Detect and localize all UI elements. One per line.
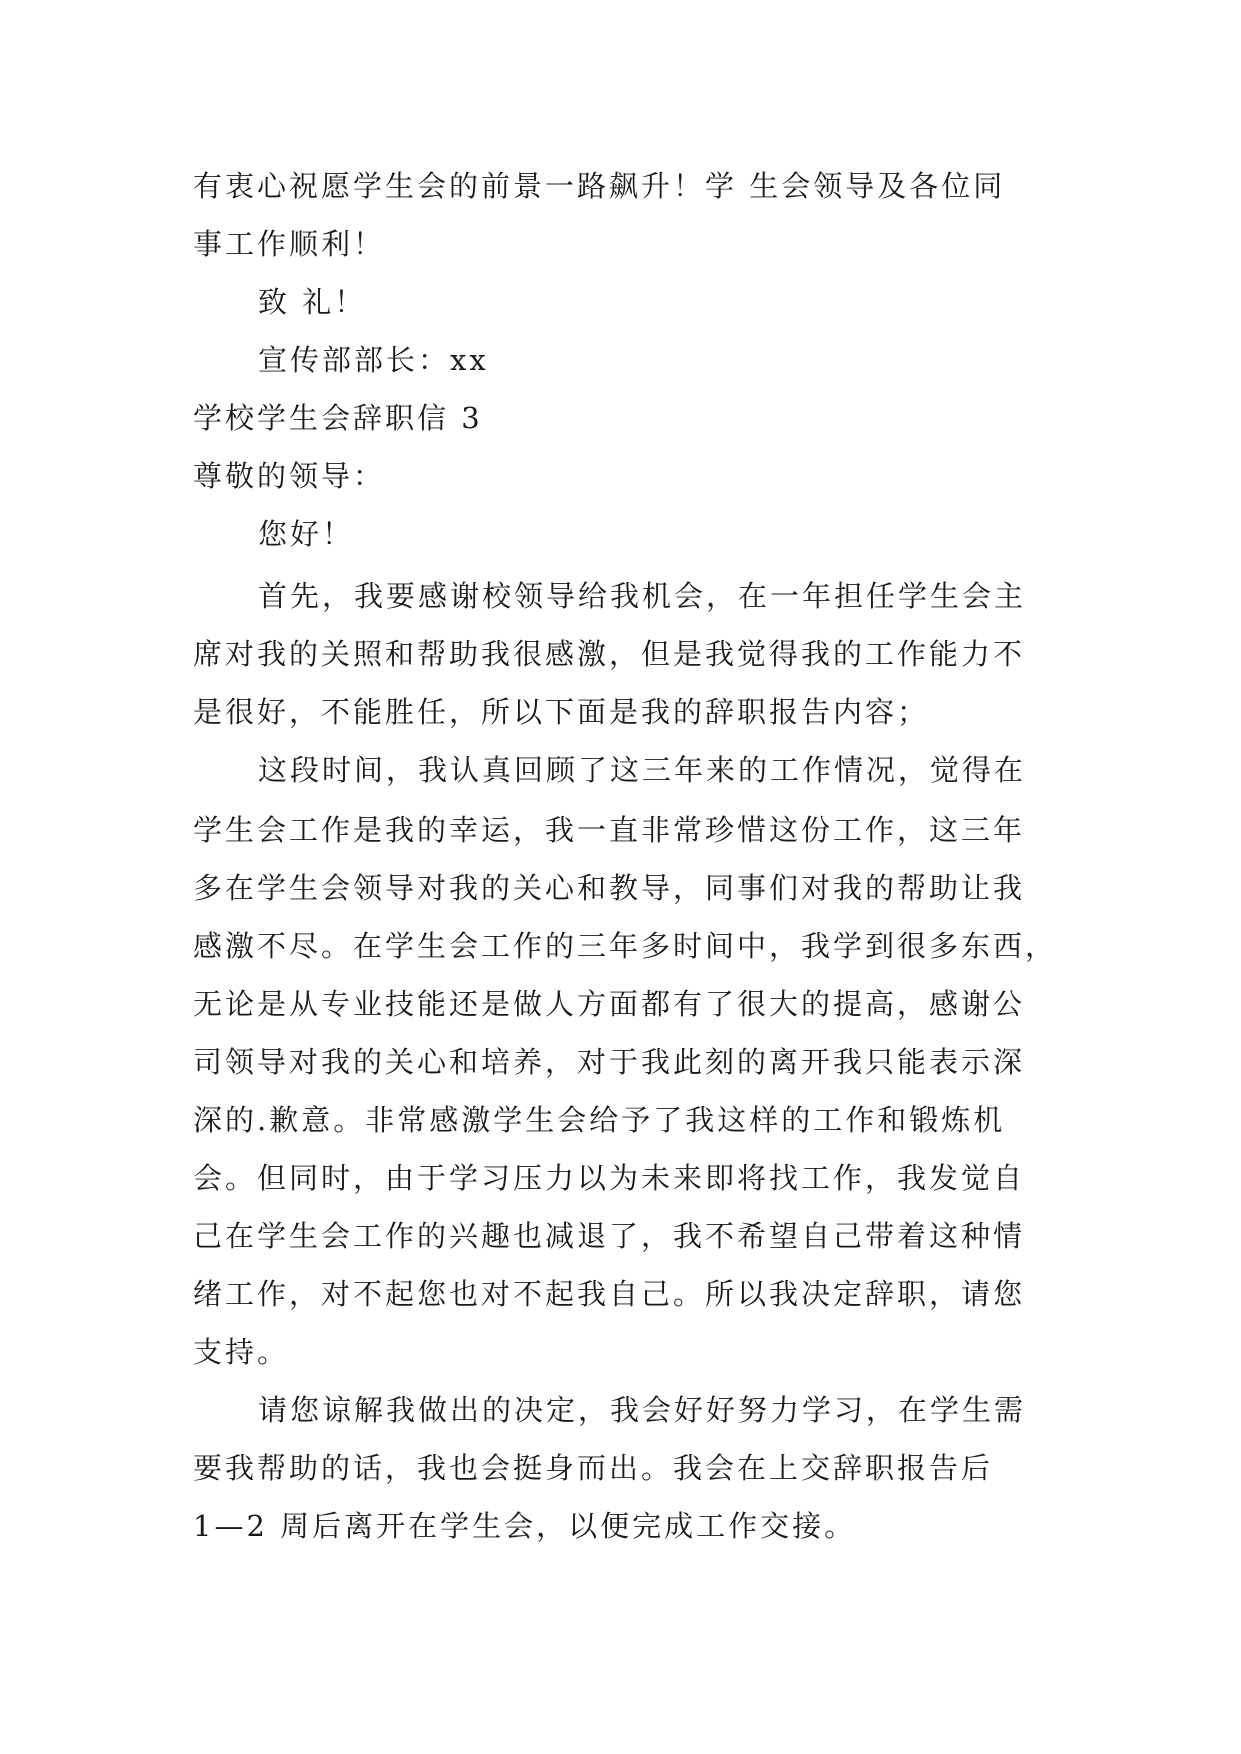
text-line: 感激不尽。在学生会工作的三年多时间中，我学到很多东西，: [193, 929, 1058, 963]
greeting: 您好！: [258, 517, 355, 551]
text-line: 致 礼！: [258, 285, 367, 319]
text-line: 深的.歉意。非常感激学生会给予了我这样的工作和锻炼机: [193, 1103, 1006, 1137]
text-line: 这段时间，我认真回顾了这三年来的工作情况，觉得在: [258, 753, 1027, 787]
section-heading: 学校学生会辞职信 3: [193, 401, 483, 435]
text-line: 要我帮助的话，我也会挺身而出。我会在上交辞职报告后: [193, 1451, 994, 1485]
text-line: 有衷心祝愿学生会的前景一路飙升！学 生会领导及各位同: [193, 169, 1006, 203]
text-line: 宣传部部长：xx: [258, 343, 489, 377]
text-line: 绪工作，对不起您也对不起我自己。所以我决定辞职，请您: [193, 1277, 1026, 1311]
text-line: 支持。: [193, 1335, 290, 1369]
salutation: 尊敬的领导：: [193, 459, 386, 493]
text-line: 首先，我要感谢校领导给我机会，在一年担任学生会主: [258, 579, 1027, 613]
text-line: 请您谅解我做出的决定，我会好好努力学习，在学生需: [258, 1393, 1027, 1427]
text-line: 多在学生会领导对我的关心和教导，同事们对我的帮助让我: [193, 871, 1026, 905]
text-line: 司领导对我的关心和培养，对于我此刻的离开我只能表示深: [193, 1045, 1026, 1079]
text-line: 席对我的关照和帮助我很感激，但是我觉得我的工作能力不: [193, 637, 1026, 671]
text-line: 学生会工作是我的幸运，我一直非常珍惜这份工作，这三年: [193, 813, 1026, 847]
text-line: 是很好，不能胜任，所以下面是我的辞职报告内容；: [193, 695, 930, 729]
text-line: 无论是从专业技能还是做人方面都有了很大的提高，感谢公: [193, 987, 1026, 1021]
text-line: 会。但同时，由于学习压力以为未来即将找工作，我发觉自: [193, 1161, 1026, 1195]
text-line: 1—2 周后离开在学生会，以便完成工作交接。: [193, 1509, 857, 1543]
text-line: 己在学生会工作的兴趣也减退了，我不希望自己带着这种情: [193, 1219, 1026, 1253]
text-line: 事工作顺利！: [193, 227, 386, 261]
